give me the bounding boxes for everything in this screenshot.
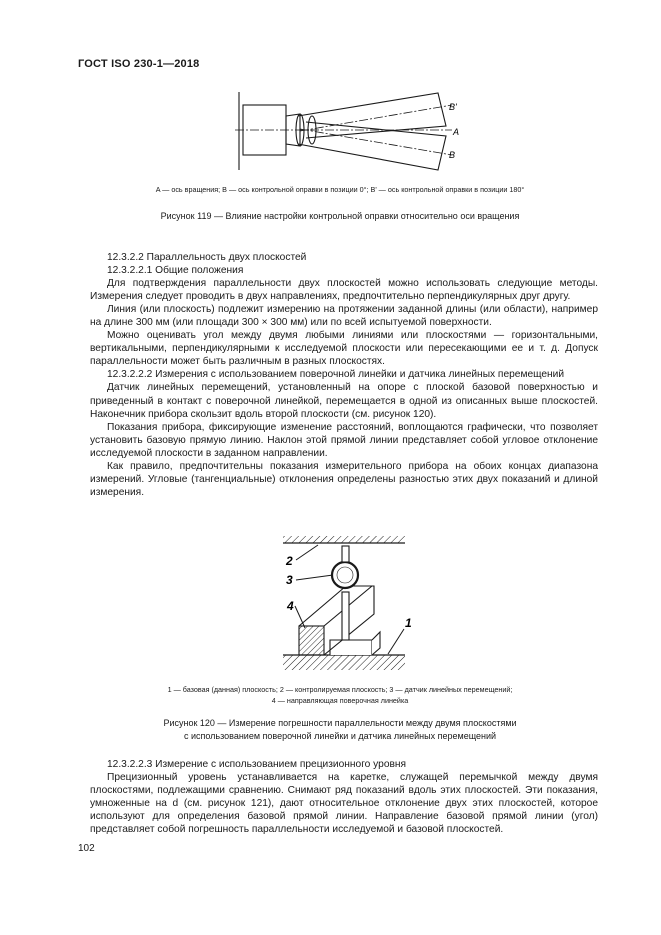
section-heading-12-3-2-2-1: 12.3.2.2.1 Общие положения (107, 265, 244, 277)
document-header: ГОСТ ISO 230-1—2018 (78, 58, 200, 70)
label-b-prime: B' (449, 102, 457, 112)
figure-120-caption-line-1: Рисунок 120 — Измерение погрешности параллельности между двумя плоскостями (163, 718, 517, 728)
dial-indicator (332, 562, 358, 588)
reference-plane-hatch (283, 655, 405, 670)
paragraph: Для подтверждения параллельности двух плоскостей можно использовать следующие методы. Измерения следует проводить в двух направлениях, предпочтительно перпендикулярных друг другу. (90, 278, 598, 303)
indicator-plunger (342, 546, 349, 562)
page-number: 102 (78, 843, 95, 854)
figure-120-legend-line-2: 4 — направляющая поверочная линейка (271, 696, 409, 705)
indicator-base (330, 640, 372, 655)
controlled-plane-hatch (283, 536, 405, 543)
figure-119-legend: A — ось вращения; B — ось контрольной оправки в позиции 0°; B' — ось контрольной оправки в позиции 180° (155, 185, 525, 194)
label-1: 1 (405, 616, 412, 630)
section-heading-12-3-2-2-2: 12.3.2.2.2 Измерения с использованием поверочной линейки и датчика линейных перемещений (107, 369, 565, 381)
label-4: 4 (287, 599, 294, 613)
label-a: A (453, 127, 460, 137)
figure-120-legend-line-1: 1 — базовая (данная) плоскость; 2 — контролируемая плоскость; 3 — датчик линейных перемещений; (167, 685, 513, 694)
paragraph: Прецизионный уровень устанавливается на каретке, служащей перемычкой между двумя плоскостями, подлежащими сравнению. Снимают ряд показаний вдоль этих плоскостей. Эти показания, умноженные на d (см. рисунок 121), дают относительное отклонение двух этих плоскостей, которое используют для определения базовой прямой линии. Направление базовой прямой линии (угол) представляет собой погрешность параллельности исследуемой и базовой плоскостей. (90, 772, 598, 836)
indicator-stand (342, 592, 349, 640)
paragraph: Датчик линейных перемещений, установленный на опоре с плоской базовой поверхностью и приведенный в контакт с поверочной линейкой, перемещается в одной из описанных выше плоскостей. Наконечник прибора скользит вдоль второй плоскости (см. рисунок 120). (90, 382, 598, 420)
body-text-block-2 (90, 758, 598, 836)
paragraph: Как правило, предпочтительны показания измерительного прибора на обоих концах диапазона измерений. Угловые (тангенциальные) отклонения определены разностью этих двух показаний и длиной измерения. (90, 460, 598, 498)
straightedge (299, 626, 324, 655)
label-3: 3 (286, 573, 293, 587)
section-heading-12-3-2-2: 12.3.2.2 Параллельность двух плоскостей (107, 252, 307, 263)
figure-119-caption: Рисунок 119 — Влияние настройки контрольной оправки относительно оси вращения (160, 211, 520, 221)
paragraph: Можно оценивать угол между двумя любыми линиями или плоскостями — горизонтальными, вертикальными, перпендикулярными к исследуемой плоскости или пересекающими ее и т. д. Допуск параллельности может быть различным в разных плоскостях. (90, 330, 598, 368)
label-2: 2 (286, 554, 293, 568)
figure-120-caption-line-2: с использованием поверочной линейки и датчика линейных перемещений (183, 731, 497, 741)
section-heading-12-3-2-2-3: 12.3.2.2.3 Измерение с использованием прецизионного уровня (107, 759, 407, 770)
label-b: B (449, 150, 456, 160)
paragraph: Линия (или плоскость) подлежит измерению на протяжении заданной длины (или области), например на длине 300 мм (или площади 300 × 300 мм) или по всей испытуемой поверхности. (90, 304, 598, 329)
paragraph: Показания прибора, фиксирующие изменение расстояний, воплощаются графически, что позволяет установить базовую прямую линию. Наклон этой прямой линии представляет собой угловое отклонение исследуемой плоскости в заданном направлении. (90, 421, 598, 459)
